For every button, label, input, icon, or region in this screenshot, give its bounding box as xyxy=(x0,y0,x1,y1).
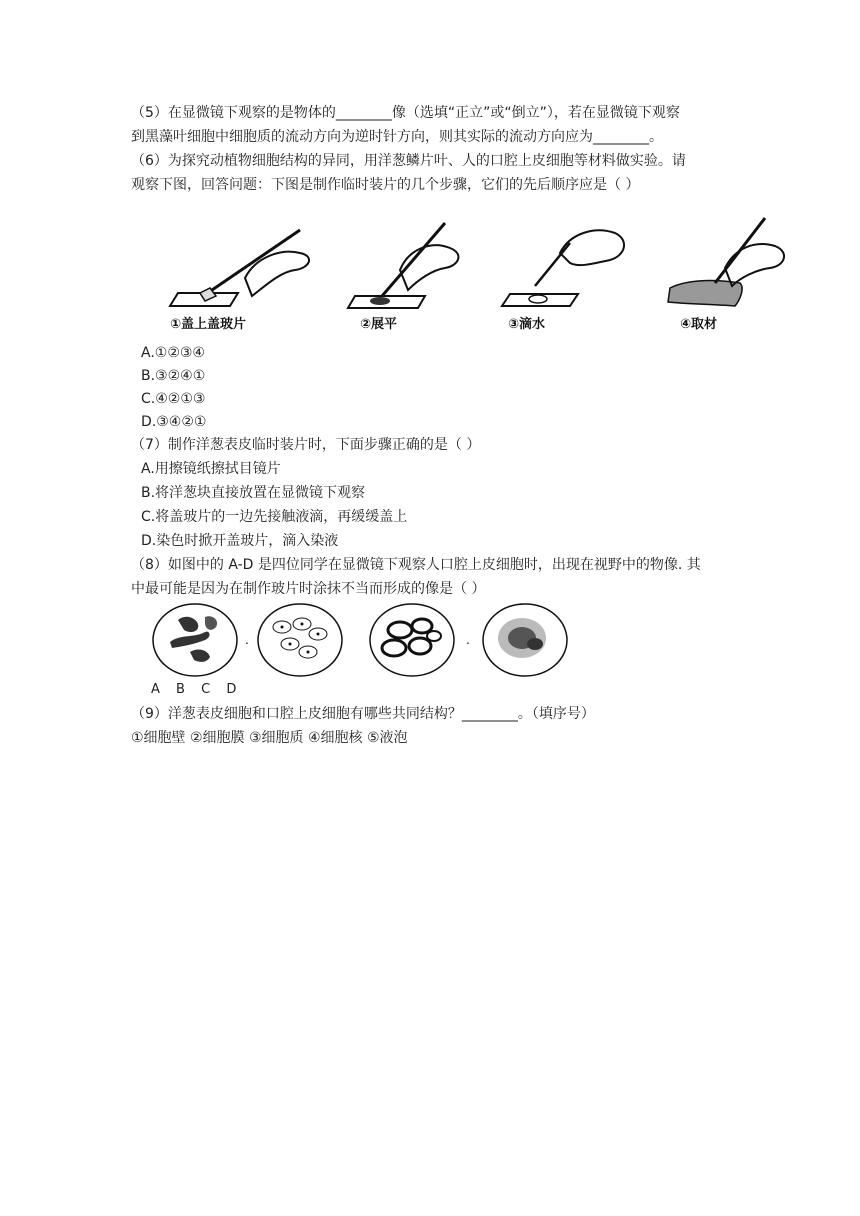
microscope-view-labels xyxy=(151,682,248,697)
view-d xyxy=(483,604,567,676)
step-label-3: ③滴水 xyxy=(508,317,546,332)
q6-line-1: （6）为探究动植物细胞结构的异同，用洋葱鳞片叶、人的口腔上皮细胞等材料做实验。请 xyxy=(131,153,686,169)
view-label-c: C xyxy=(201,682,211,697)
microscope-views-figure xyxy=(150,602,580,682)
q5-line-2: 到黑藻叶细胞中细胞质的流动方向为逆时针方向，则其实际的流动方向应为________。 xyxy=(131,129,663,145)
q7-option-b: B.将洋葱块直接放置在显微镜下观察 xyxy=(141,485,366,501)
q5-line-1: （5）在显微镜下观察的是物体的________像（选填“正立”或“倒立”），若在显微镜下观察 xyxy=(131,105,680,121)
view-label-b: B xyxy=(176,682,185,697)
q7-option-c: C.将盖玻片的一边先接触液滴，再缓缓盖上 xyxy=(141,509,408,525)
q7-option-d: D.染色时掀开盖玻片，滴入染液 xyxy=(141,533,339,549)
view-c xyxy=(370,604,454,676)
svg-text:.: . xyxy=(245,633,249,647)
view-b xyxy=(258,604,342,676)
slide-steps-figure xyxy=(140,208,800,343)
step-label-1: ①盖上盖玻片 xyxy=(170,317,247,332)
q7-option-a: A.用擦镜纸擦拭目镜片 xyxy=(141,461,281,477)
q8-line-2: 中最可能是因为在制作玻片时涂抹不当而形成的像是（ ） xyxy=(131,581,486,597)
q7-stem: （7）制作洋葱表皮临时装片时，下面步骤正确的是（ ） xyxy=(131,437,481,453)
q8-line-1: （8）如图中的 A-D 是四位同学在显微镜下观察人口腔上皮细胞时，出现在视野中的物像. 其 xyxy=(131,557,701,573)
view-label-a: A xyxy=(151,682,160,697)
q6-option-c: C.④②①③ xyxy=(141,391,206,407)
step-label-2: ②展平 xyxy=(360,317,398,332)
q6-option-a: A.①②③④ xyxy=(141,345,205,361)
view-label-d: D xyxy=(226,682,237,697)
view-a xyxy=(153,604,237,676)
q9-stem: （9）洋葱表皮细胞和口腔上皮细胞有哪些共同结构？________。（填序号） xyxy=(131,706,595,722)
q9-choices: ①细胞壁 ②细胞膜 ③细胞质 ④细胞核 ⑤液泡 xyxy=(131,730,408,746)
q6-option-b: B.③②④① xyxy=(141,368,206,384)
q6-option-d: D.③④②① xyxy=(141,414,207,430)
q6-line-2: 观察下图，回答问题：下图是制作临时装片的几个步骤，它们的先后顺序应是（ ） xyxy=(131,177,640,193)
step-label-4: ④取材 xyxy=(680,317,718,332)
svg-text:.: . xyxy=(466,633,470,647)
